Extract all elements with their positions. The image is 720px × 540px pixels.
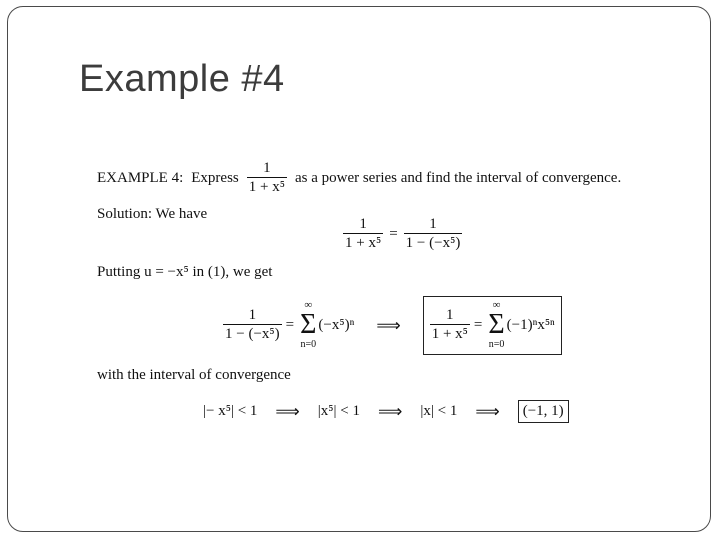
interval-step-1: |− x⁵| < 1 bbox=[203, 403, 258, 419]
example-label: EXAMPLE 4: bbox=[97, 170, 184, 186]
interval-text: with the interval of convergence bbox=[97, 367, 291, 383]
series-lhs-num: 1 bbox=[248, 307, 257, 323]
example-fraction bbox=[247, 160, 287, 197]
series-line bbox=[223, 296, 562, 355]
series-lhs-den: 1 − (−x⁵) bbox=[225, 326, 280, 342]
interval-result: (−1, 1) bbox=[518, 400, 569, 423]
equation-rhs bbox=[404, 216, 463, 253]
sigma-glyph: Σ bbox=[488, 309, 505, 340]
boxed-num: 1 bbox=[446, 307, 454, 323]
sum-upper: ∞ bbox=[304, 299, 313, 311]
sum-upper: ∞ bbox=[492, 299, 501, 311]
series-term: (−x⁵)ⁿ bbox=[318, 317, 355, 333]
putting-line: Putting u = −x⁵ in (1), we get bbox=[97, 264, 273, 280]
series-lhs bbox=[223, 307, 282, 344]
equation-rhs-den: 1 − (−x⁵) bbox=[405, 235, 461, 251]
example-express: Express bbox=[191, 170, 239, 186]
sigma-glyph: Σ bbox=[300, 309, 317, 340]
solution-label: Solution: bbox=[97, 206, 153, 222]
summation-symbol bbox=[488, 300, 504, 351]
equals-sign: = bbox=[285, 317, 295, 333]
equation-rhs-num: 1 bbox=[429, 216, 437, 232]
equation-lhs bbox=[343, 216, 383, 253]
implies-arrow: ⟹ bbox=[376, 315, 401, 335]
solution-line bbox=[97, 206, 207, 223]
interval-steps bbox=[203, 400, 569, 423]
interval-step-2: |x⁵| < 1 bbox=[317, 403, 360, 419]
boxed-result bbox=[423, 296, 562, 355]
equals-sign: = bbox=[473, 317, 483, 333]
example-statement bbox=[97, 160, 621, 197]
example-tail: as a power series and find the interval of convergence. bbox=[294, 170, 622, 186]
sum-lower: n=0 bbox=[300, 339, 317, 350]
fraction-denominator: 1 + x⁵ bbox=[248, 179, 285, 195]
interval-step-3: |x| < 1 bbox=[420, 403, 458, 419]
equation-one bbox=[343, 216, 462, 253]
equation-lhs-num: 1 bbox=[359, 216, 367, 232]
slide-title: Example #4 bbox=[79, 58, 285, 100]
boxed-series-term: (−1)ⁿx⁵ⁿ bbox=[506, 317, 555, 333]
equation-lhs-den: 1 + x⁵ bbox=[345, 235, 382, 251]
sum-lower: n=0 bbox=[488, 339, 505, 350]
implies-arrow: ⟹ bbox=[475, 401, 500, 421]
implies-arrow: ⟹ bbox=[377, 401, 403, 421]
equals-sign: = bbox=[389, 226, 398, 242]
fraction-numerator: 1 bbox=[263, 160, 271, 176]
boxed-den: 1 + x⁵ bbox=[431, 326, 468, 342]
solution-text: We have bbox=[155, 206, 208, 222]
summation-symbol bbox=[300, 300, 316, 351]
boxed-fraction bbox=[430, 307, 470, 344]
implies-arrow: ⟹ bbox=[275, 401, 300, 421]
